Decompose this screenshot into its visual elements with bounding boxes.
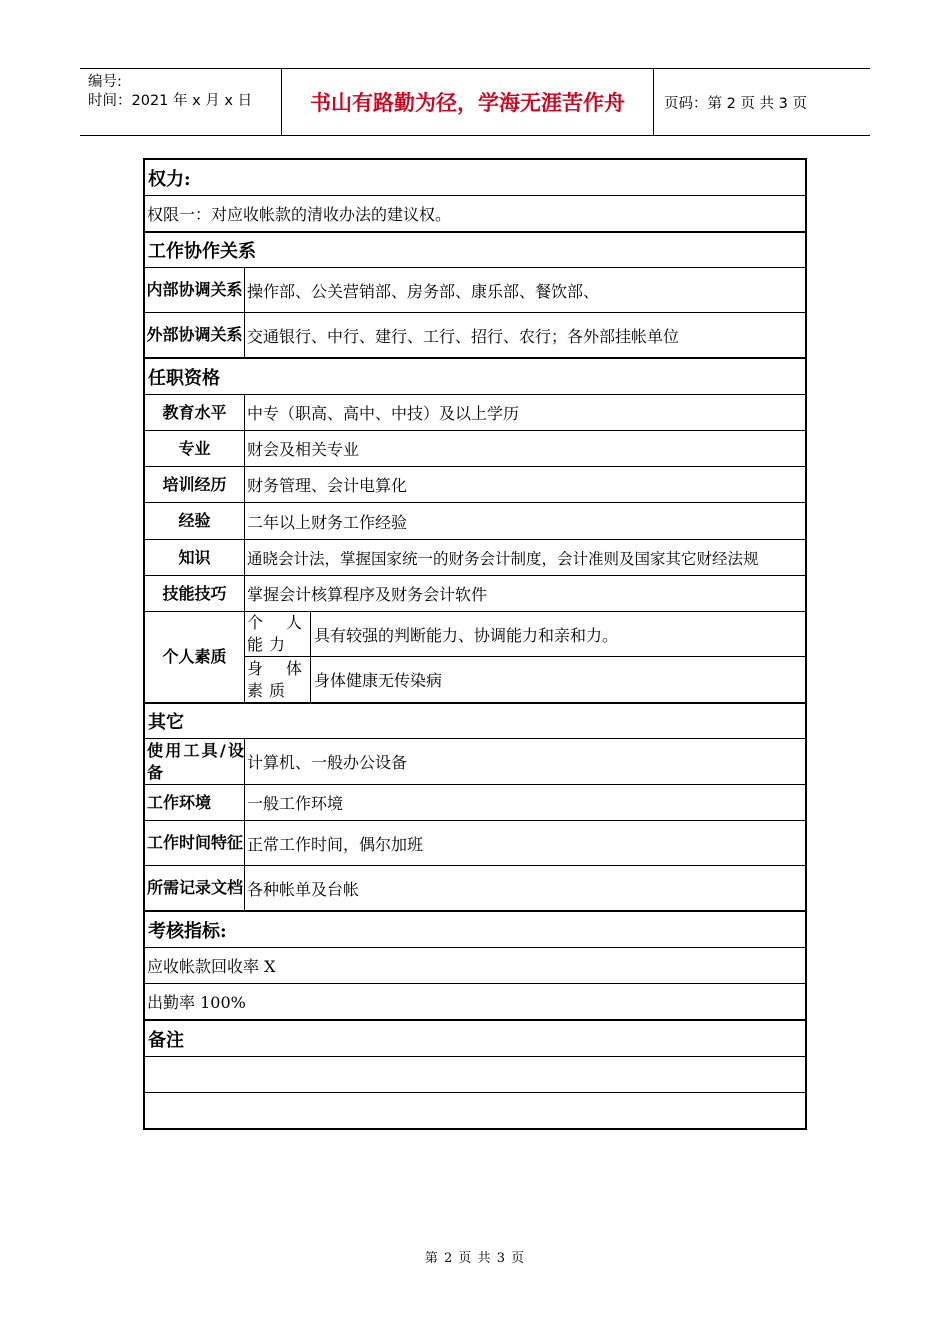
training-row [145, 467, 805, 503]
environment-label: 工作环境 [145, 785, 245, 820]
documents-value: 各种帐单及台帐 [247, 879, 360, 899]
education-value: 中专（职高、高中、中技）及以上学历 [247, 404, 520, 423]
internal-coordination-row [145, 268, 805, 313]
authority-item: 权限一：对应收帐款的清收办法的建议权。 [145, 196, 805, 233]
physical-subrow [245, 657, 805, 702]
major-row [145, 431, 805, 467]
section-remarks-title: 备注 [145, 1021, 805, 1057]
education-row [145, 395, 805, 431]
physical-value: 身体健康无传染病 [314, 671, 443, 690]
section-other-title: 其它 [145, 704, 805, 739]
skills-value: 掌握会计核算程序及财务会计软件 [247, 585, 488, 604]
ability-label: 个人能力 [245, 612, 311, 656]
environment-value: 一般工作环境 [247, 794, 344, 813]
experience-row [145, 503, 805, 540]
kpi-item-1: 应收帐款回收率 X [145, 948, 805, 984]
education-label: 教育水平 [145, 395, 245, 430]
documents-label: 所需记录文档 [145, 866, 245, 910]
training-value: 财务管理、会计电算化 [247, 476, 408, 495]
knowledge-label: 知识 [145, 540, 245, 575]
number-label: 编号: [88, 74, 122, 90]
job-description-table [143, 158, 807, 1130]
work-time-value: 正常工作时间，偶尔加班 [247, 834, 424, 854]
internal-coordination-value: 操作部、公关营销部、房务部、康乐部、餐饮部、 [247, 281, 600, 301]
remarks-line-2 [145, 1093, 805, 1128]
physical-label: 身体素质 [245, 657, 311, 702]
kpi-item-2: 出勤率 100% [145, 984, 805, 1021]
personal-quality-label: 个人素质 [145, 612, 245, 702]
external-coordination-value: 交通银行、中行、建行、工行、招行、农行；各外部挂帐单位 [247, 326, 680, 346]
section-kpi-title: 考核指标: [145, 912, 805, 948]
internal-coordination-label: 内部协调关系 [145, 268, 245, 312]
work-time-row [145, 821, 805, 866]
page-footer: 第 2 页 共 3 页 [424, 1251, 526, 1266]
environment-row [145, 785, 805, 821]
skills-label: 技能技巧 [145, 576, 245, 611]
ability-subrow [245, 612, 805, 657]
header-page-info: 页码：第 2 页 共 3 页 [664, 95, 807, 112]
ability-value: 具有较强的判断能力、协调能力和亲和力。 [314, 625, 619, 645]
header-motto: 书山有路勤为径，学海无涯苦作舟 [282, 69, 654, 135]
external-coordination-row [145, 313, 805, 359]
tools-row [145, 739, 805, 785]
skills-row [145, 576, 805, 612]
knowledge-row [145, 540, 805, 576]
personal-quality-row [145, 612, 805, 704]
page-header [80, 68, 870, 136]
section-qualifications-title: 任职资格 [145, 359, 805, 395]
external-coordination-label: 外部协调关系 [145, 313, 245, 357]
section-authority-title: 权力: [145, 160, 805, 196]
major-value: 财会及相关专业 [247, 440, 360, 459]
experience-label: 经验 [145, 503, 245, 539]
tools-value: 计算机、一般办公设备 [247, 753, 408, 772]
knowledge-value: 通晓会计法，掌握国家统一的财务会计制度，会计准则及国家其它财经法规 [247, 549, 759, 568]
section-cooperation-title: 工作协作关系 [145, 233, 805, 268]
tools-label: 使用工具/设备 [145, 739, 245, 784]
training-label: 培训经历 [145, 467, 245, 502]
remarks-line-1 [145, 1057, 805, 1093]
header-meta [80, 69, 282, 135]
documents-row [145, 866, 805, 912]
major-label: 专业 [145, 431, 245, 466]
work-time-label: 工作时间特征 [145, 821, 245, 865]
date-label: 时间：2021 年 x 月 x 日 [88, 93, 253, 109]
experience-value: 二年以上财务工作经验 [247, 512, 408, 532]
